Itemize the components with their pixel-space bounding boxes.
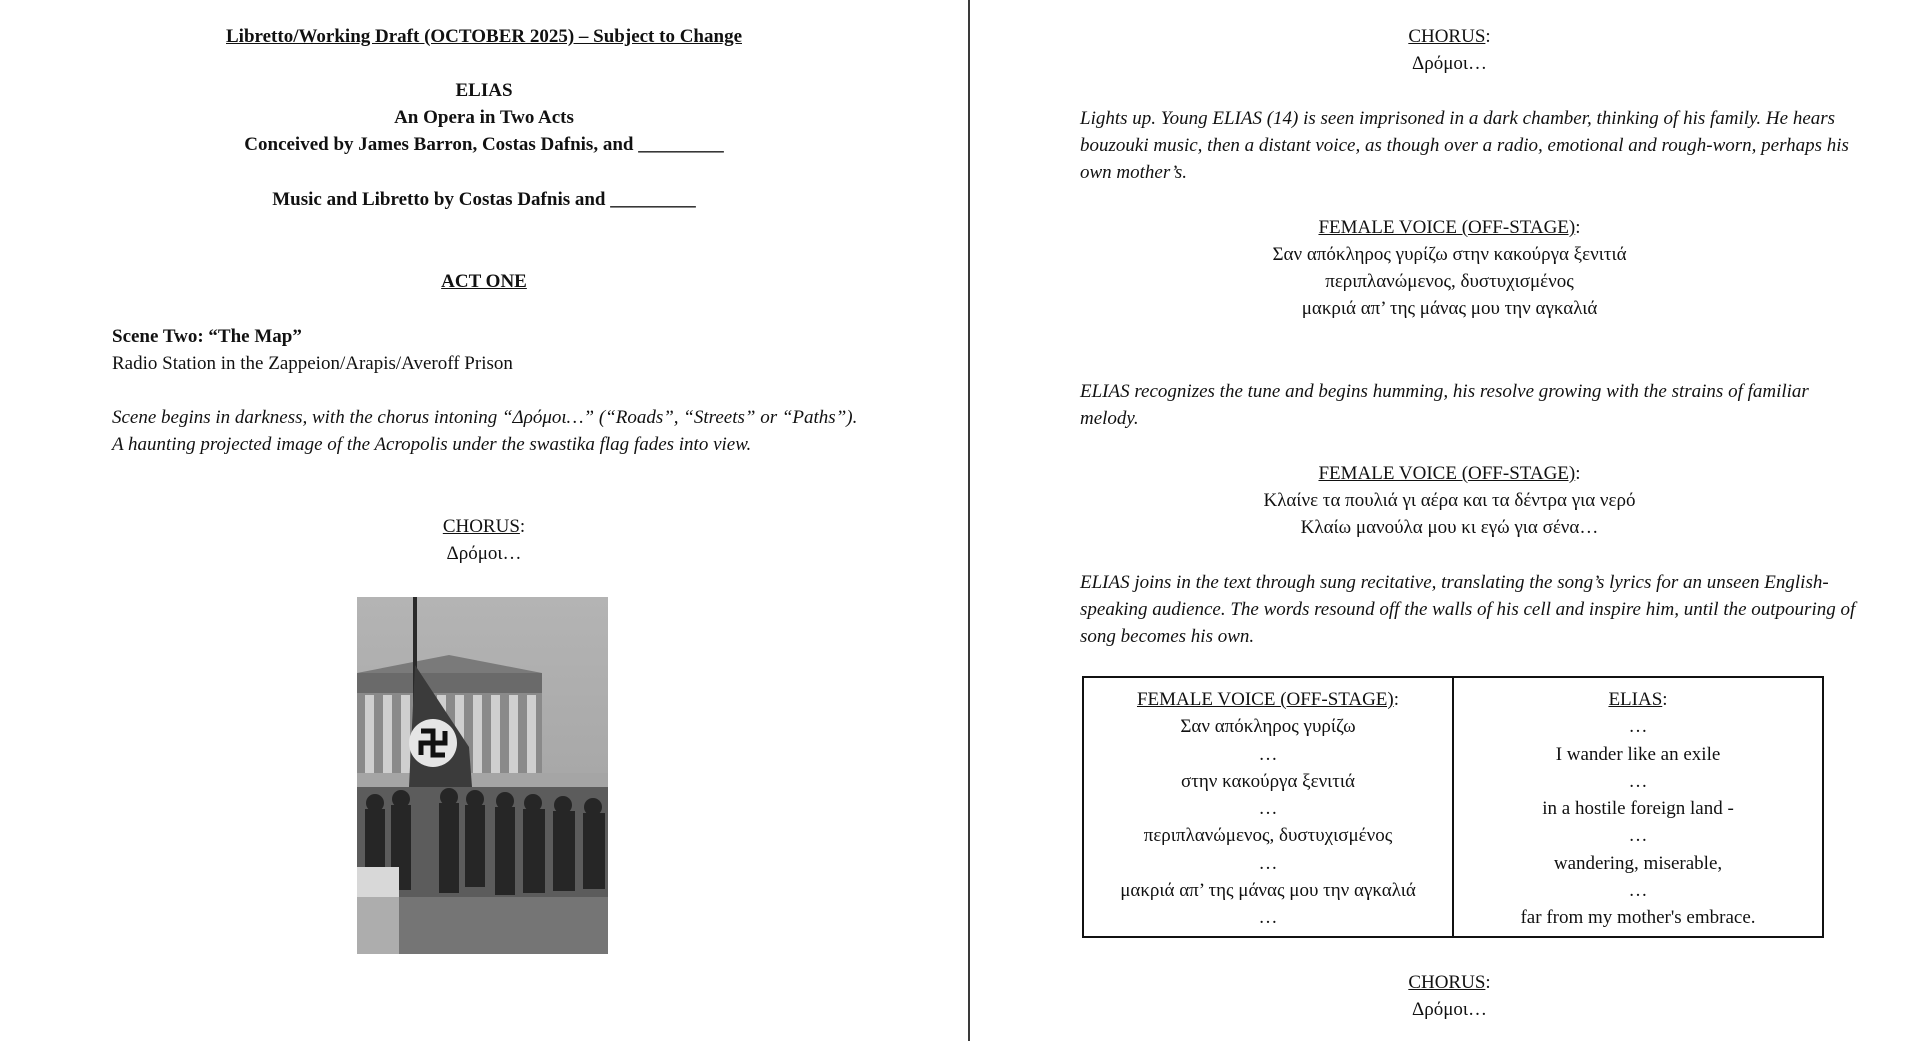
lyric-line: Σαν απόκληρος γυρίζω στην κακούργα ξενιτιά: [1272, 244, 1627, 265]
chorus-line: Δρόμοι…: [1412, 53, 1487, 74]
draft-header: [0, 23, 968, 50]
music-libretto-text: Music and Libretto by Costas Dafnis and _________: [272, 189, 696, 210]
table-cell: …: [1628, 716, 1648, 738]
table-cell: wandering, miserable,: [1553, 852, 1723, 874]
table-cell: …: [1258, 798, 1278, 820]
scene-title: Scene Two: “The Map”: [112, 326, 302, 347]
table-cell: Σαν απόκληρος γυρίζω: [1180, 716, 1356, 738]
table-cell: …: [1628, 825, 1648, 847]
scene-description: Scene begins in darkness, with the chorus intoning “Δρόμοι…” (“Roads”, “Streets” or “Paths”). A haunting projected image of the Acropolis under the swastika flag fades into view.: [112, 407, 858, 455]
act-heading: [0, 268, 968, 295]
table-cell: in a hostile foreign land -: [1542, 798, 1734, 820]
right-page: [970, 0, 1929, 1041]
chorus-block-right-top: CHORUS: Δρόμοι…: [970, 23, 1929, 77]
title-block: [0, 77, 968, 158]
chorus-line: Δρόμοι…: [1412, 999, 1487, 1020]
female-voice-block-1: FEMALE VOICE (OFF-STAGE): Σαν απόκληρος γυρίζω στην κακούργα ξενιτιά περιπλανώμενος, δυστυχισμένος μακριά απ’ της μάνας μου την αγκαλιά: [970, 214, 1929, 322]
female-voice-label: FEMALE VOICE (OFF-STAGE): [1318, 217, 1576, 238]
opera-subtitle: An Opera in Two Acts: [394, 107, 574, 128]
table-cell: στην κακούργα ξενιτιά: [1180, 770, 1355, 792]
scene-location: Radio Station in the Zappeion/Arapis/Averoff Prison: [112, 353, 513, 374]
female-voice-block-2: FEMALE VOICE (OFF-STAGE): Κλαίνε τα πουλιά γι αέρα και τα δέντρα για νερό Κλαίω μανούλα μου κι εγώ για σένα…: [970, 460, 1929, 541]
lyric-line: περιπλανώμενος, δυστυχισμένος: [1325, 271, 1574, 292]
table-cell: …: [1628, 770, 1648, 792]
act-heading-text: ACT ONE: [441, 271, 527, 292]
table-column-female-voice: FEMALE VOICE (OFF-STAGE): Σαν απόκληρος γυρίζω … στην κακούργα ξενιτιά … περιπλανώμενος, δυστυχισμένος … μακριά απ’ της μάνας μου την αγκαλιά …: [1084, 678, 1452, 936]
table-cell: …: [1258, 852, 1278, 874]
table-cell: far from my mother's embrace.: [1520, 907, 1756, 929]
table-cell: μακριά απ’ της μάνας μου την αγκαλιά: [1120, 880, 1416, 902]
stage-direction-1: Lights up. Young ELIAS (14) is seen imprisoned in a dark chamber, thinking of his family. He hears bouzouki music, then a distant voice, as though over a radio, emotional and rough-worn, perhaps his own mother’s.: [1080, 108, 1849, 183]
chorus-label: CHORUS: [442, 516, 520, 537]
stage-direction-2: ELIAS recognizes the tune and begins humming, his resolve growing with the strains of familiar melody.: [1080, 381, 1809, 429]
table-cell: …: [1258, 907, 1278, 929]
table-cell: …: [1628, 880, 1648, 902]
table-column-elias: ELIAS: … I wander like an exile … in a hostile foreign land - … wandering, miserable, … far from my mother's embrace.: [1452, 678, 1822, 936]
opera-title: ELIAS: [455, 80, 513, 101]
chorus-block-right-bottom: CHORUS: Δρόμοι…: [970, 969, 1929, 1023]
table-cell: …: [1258, 743, 1278, 765]
music-libretto-credit: [0, 186, 968, 213]
chorus-line: Δρόμοι…: [446, 543, 522, 564]
draft-header-text: Libretto/Working Draft (OCTOBER 2025) – Subject to Change: [226, 26, 742, 47]
table-cell: I wander like an exile: [1555, 743, 1721, 765]
female-voice-label: FEMALE VOICE (OFF-STAGE): [1318, 463, 1576, 484]
table-header-elias: ELIAS: [1608, 689, 1663, 710]
stage-direction-3: ELIAS joins in the text through sung recitative, translating the song’s lyrics for an unseen English-speaking audience. The words resound off the walls of his cell and inspire him, until the outpouring of song becomes his own.: [1080, 572, 1856, 647]
conceived-by: Conceived by James Barron, Costas Dafnis, and _________: [244, 134, 724, 155]
chorus-block-left: CHORUS: Δρόμοι…: [0, 513, 968, 567]
acropolis-flag-photo-icon: [357, 597, 608, 954]
lyric-line: Κλαίω μανούλα μου κι εγώ για σένα…: [1300, 517, 1599, 538]
lyrics-translation-table: [1082, 676, 1824, 938]
scene-block: [112, 323, 872, 377]
chorus-label: CHORUS: [1408, 972, 1486, 993]
chorus-label: CHORUS: [1408, 26, 1486, 47]
lyric-line: μακριά απ’ της μάνας μου την αγκαλιά: [1301, 298, 1598, 319]
lyric-line: Κλαίνε τα πουλιά γι αέρα και τα δέντρα για νερό: [1263, 490, 1636, 511]
table-cell: περιπλανώμενος, δυστυχισμένος: [1143, 825, 1393, 847]
table-header-female-voice: FEMALE VOICE (OFF-STAGE): [1136, 689, 1394, 710]
